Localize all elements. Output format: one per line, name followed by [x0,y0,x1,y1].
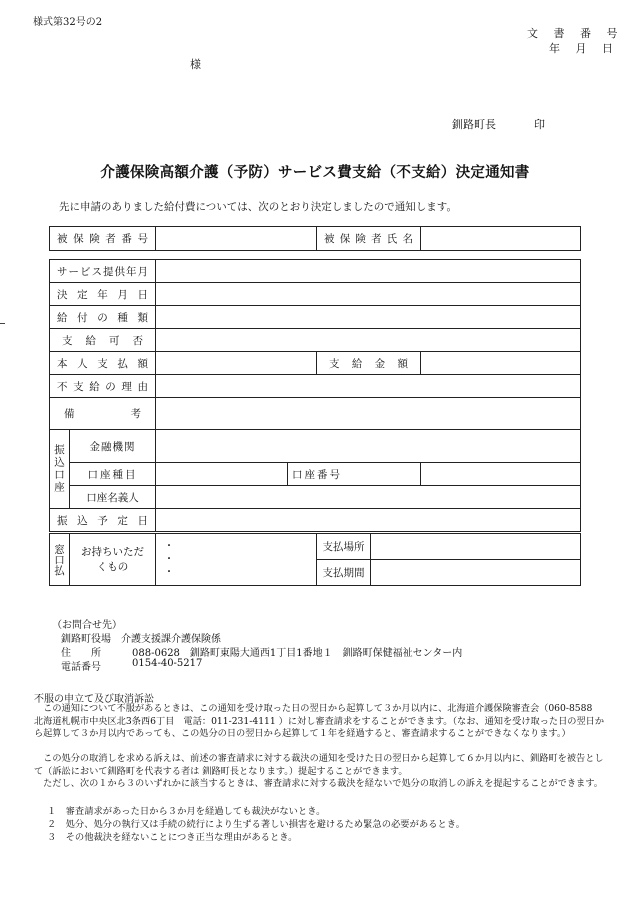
self-payment-field[interactable] [156,352,317,375]
payment-amount-label: 支給金額 [317,352,421,375]
payment-amount-field[interactable] [421,352,581,375]
transfer-date-field[interactable] [156,509,581,532]
benefit-type-field[interactable] [156,306,581,329]
bank-field[interactable] [156,430,581,463]
pay-period-label: 支払期間 [317,560,371,586]
appeal-item-1: １ 審査請求があった日から３か月を経過しても裁決がないとき。 [47,806,326,817]
account-type-label: 口座種目 [70,463,156,486]
account-number-field[interactable] [421,463,581,486]
bring-item-1: ・ [164,541,174,552]
service-month-label: サービス提供年月 [50,260,156,283]
document-number-label: 文 書 番 号 [527,27,624,40]
rejection-reason-label: 不支給の理由 [50,375,156,398]
bring-item-2: ・ [164,554,174,565]
transfer-date-label: 振込予定日 [50,509,156,532]
seal-mark: 印 [534,118,545,131]
remarks-field[interactable] [156,398,581,430]
bank-label: 金融機関 [70,430,156,463]
bring-items-label: お持ちいただくもの [70,534,156,586]
pay-period-field[interactable] [371,560,581,586]
decision-date-label: 決定年月日 [50,283,156,306]
window-payment-label: 窓口払 [50,534,70,586]
appeal-item-2: ２ 処分、処分の執行又は手続の続行により生ずる著しい損害を避けるため緊急の必要があるとき。 [47,819,465,830]
service-month-field[interactable] [156,260,581,283]
rejection-reason-field[interactable] [156,375,581,398]
account-holder-label: 口座名義人 [70,486,156,509]
contact-heading: （お問合せ先） [52,620,122,631]
contact-phone-label: 電話番号 [61,662,101,673]
window-payment-table [49,533,581,586]
bring-item-3: ・ [164,567,174,578]
appeal-heading: 不服の申立て及び取消訴訟 [34,694,154,705]
recipient-suffix: 様 [190,58,201,71]
account-number-label: 口座番号 [292,469,342,481]
account-type-field[interactable] [156,463,421,486]
insured-number-label: 被保険者番号 [50,227,156,251]
approval-field[interactable] [156,329,581,352]
margin-tick [0,323,5,324]
contact-address-label: 住 所 [61,648,101,659]
appeal-paragraph-1: この通知について不服があるときは、この通知を受け取った日の翌日から起算して３か月以内に、北海道介護保険審査会（060-8588 北海道札幌市中央区北3条西6丁目 電話：011-231-4111 ）に対し審査請求をすることができます。（なお、通知を受け取った日の翌日から起算して３か月以内であっても、この処分の日の翌日から起算して１年を経過すると、審査請求することができなくなります。） [34,703,605,740]
remarks-label: 備考 [50,398,156,430]
intro-text: 先に申請のありました給付費については、次のとおり決定しましたので通知します。 [59,201,457,213]
account-holder-field[interactable] [156,486,581,509]
insured-info-table [49,226,581,251]
document-title: 介護保険高額介護（予防）サービス費支給（不支給）決定通知書 [100,164,530,181]
transfer-account-label: 振込口座 [50,430,70,509]
pay-place-field[interactable] [371,534,581,560]
contact-address: 088-0628 釧路町東陽大通西1丁目1番地１ 釧路町保健福祉センター内 [132,648,463,659]
self-payment-label: 本人支払額 [50,352,156,375]
insured-number-field[interactable] [156,227,317,251]
decision-table [49,259,581,532]
appeal-paragraph-3: ただし、次の１から３のいずれかに該当するときは、審査請求に対する裁決を経ないで処分の取消しの訴えを提起することができます。 [34,778,603,789]
pay-place-label: 支払場所 [317,534,371,560]
issuer-name: 釧路町長 [452,118,496,131]
date-label: 年 月 日 [549,42,619,55]
benefit-type-label: 給付の種類 [50,306,156,329]
insured-name-field[interactable] [421,227,581,251]
contact-phone: 0154-40-5217 [132,658,203,669]
decision-date-field[interactable] [156,283,581,306]
contact-office: 釧路町役場 介護支援課介護保険係 [61,634,221,645]
approval-label: 支給可否 [50,329,156,352]
appeal-item-3: ３ その他裁決を経ないことにつき正当な理由があるとき。 [47,832,298,843]
insured-name-label: 被保険者氏名 [317,227,421,251]
appeal-paragraph-2: この処分の取消しを求める訴えは、前述の審査請求に対する裁決の通知を受けた日の翌日から起算して６か月以内に、釧路町を被告として（訴訟において釧路町を代表する者は 釧路町長となります。）提起することができます。 [34,753,604,777]
form-number: 様式第32号の2 [33,17,103,28]
bring-items-list [156,534,317,586]
